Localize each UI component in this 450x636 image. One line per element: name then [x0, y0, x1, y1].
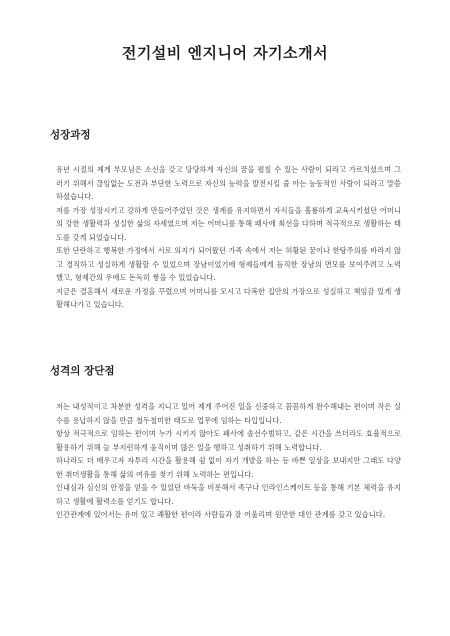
section-heading: 성장과정 — [50, 129, 91, 141]
paragraph: 지금은 결혼해서 새로운 가정을 꾸렸으며 어머니를 모시고 다복한 집안의 가장으로 성실하고 책임감 있게 생활해나가고 있습니다. — [56, 286, 401, 309]
paragraph: 저를 가장 성장시키고 강하게 만들어주었던 것은 생계를 유지하면서 자식들을 훌륭하게 교육시키셨던 어머니의 강한 생활력과 성실한 삶의 자세였으며 저는 어머니를 통해 패사에 최선을 다하며 적극적으로 생활하는 태도를 갖게 되었습니다. — [56, 205, 401, 242]
paragraph: 항상 적극적으로 임하는 편이며 누가 시키지 않아도 패사에 솔선수범하고, 같은 시간을 쓰더라도 효율적으로 활용하기 위해 늘 부지런하게 움직이며 많은 일을 행하고 성취하기 위해 노력합니다. — [56, 429, 401, 452]
document-title: 전기설비 엔지니어 자기소개서 — [121, 44, 329, 62]
section-body — [56, 400, 401, 522]
paragraph: 저는 내성적이고 차분한 성격을 지니고 있어 제게 주어진 일을 신중하고 꼼꼼하게 완수해내는 편이며 작은 실수를 용납하지 않을 만큼 철두철미한 태도로 업무에 임하는 타입입니다. — [56, 402, 401, 425]
paragraph: 인간관계에 있어서는 유머 있고 쾌활한 편이라 사람들과 잘 어울리며 원만한 대인 관계를 갖고 있습니다. — [56, 510, 386, 519]
section-body — [56, 163, 401, 312]
paragraph: 또한 단란하고 행복한 가정에서 서로 의지가 되어왔던 가족 속에서 저는 허황된 꿈이나 한탕주의를 바라지 않고 경직하고 성실하게 생활할 수 있었으며 장남이었기에 형제들에게 듬직한 장남의 면모를 보여주려고 노력했고, 형제간의 우애도 돈독히 쌓을 수 있었습니다. — [56, 246, 401, 282]
section-heading: 성격의 장단점 — [50, 365, 115, 377]
paragraph: 하나라도 더 배우고자 자투리 시간을 활용해 쉼 없이 자기 개발을 하는 등 바쁜 일상을 보내지만 그래도 다양한 취미생활을 통해 삶의 여유를 찾기 위해 노력하는 편입니다. — [56, 456, 401, 479]
section-growth — [50, 127, 401, 312]
section-personality — [50, 363, 401, 522]
paragraph: 인내심과 심신의 안정을 얻을 수 있었던 바둑을 비롯해서 족구나 인라인스케이트 등을 통해 기본 체력을 유지하고 생활에 활력소를 얻기도 합니다. — [56, 483, 401, 506]
paragraph: 유년 시절의 제게 부모님은 소신을 갖고 당당하게 자신의 꿈을 펼칠 수 있는 사람이 되라고 가르치셨으며 그러기 위해서 끊임없는 도전과 부단한 노력으로 자신의 능력을 발전시킬 줄 아는 능동적인 사람이 되라고 말씀하셨습니다. — [56, 165, 401, 201]
